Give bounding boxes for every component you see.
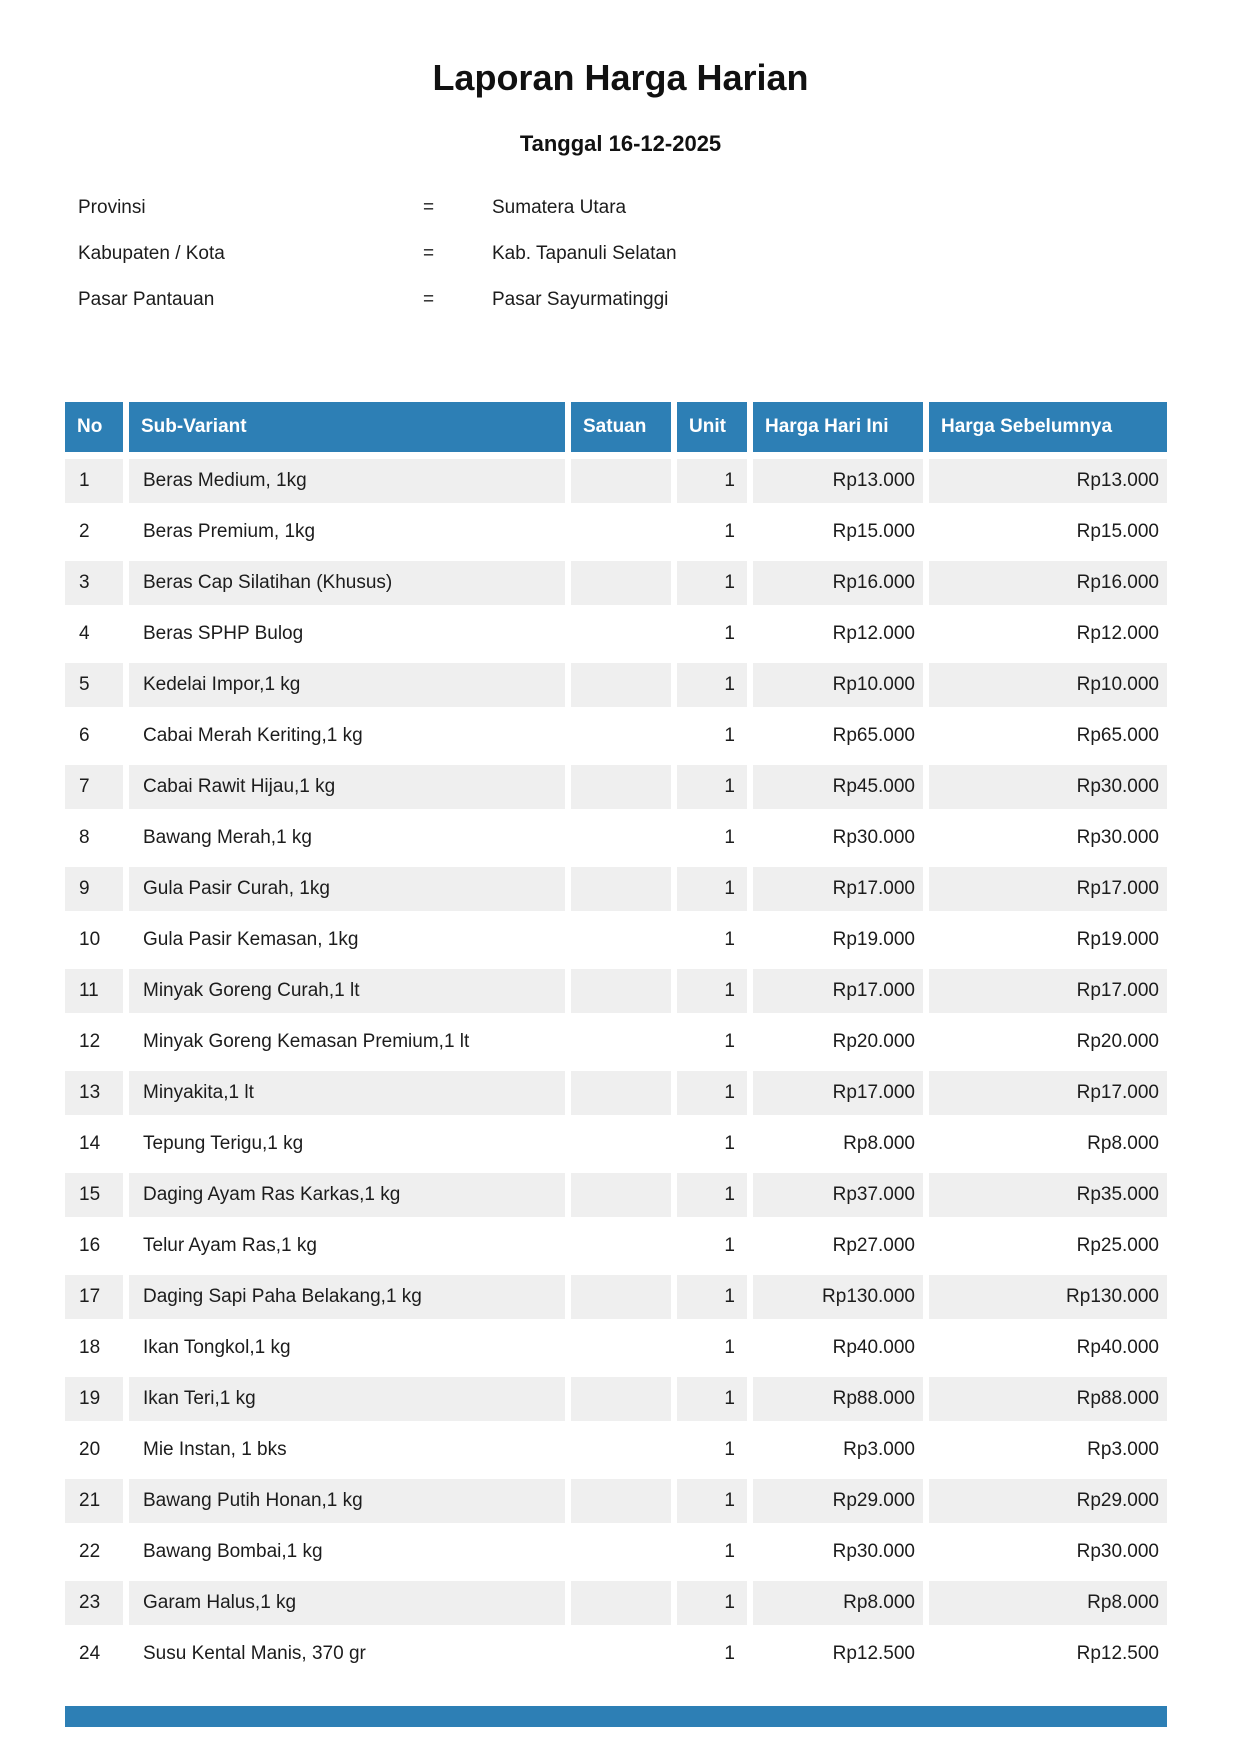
cell-sub-variant: Cabai Merah Keriting,1 kg bbox=[143, 725, 363, 746]
cell-satuan bbox=[571, 1122, 671, 1166]
table-row bbox=[65, 816, 1167, 860]
info-value: Kab. Tapanuli Selatan bbox=[492, 243, 677, 264]
cell-harga-hari-ini: Rp29.000 bbox=[753, 1479, 923, 1523]
cell-satuan bbox=[571, 1071, 671, 1115]
cell-satuan bbox=[571, 1581, 671, 1625]
cell-satuan bbox=[571, 1479, 671, 1523]
cell-sub-variant: Beras Medium, 1kg bbox=[129, 459, 565, 503]
table-row bbox=[65, 1020, 1167, 1064]
cell-satuan bbox=[571, 765, 671, 809]
cell-harga-sebelumnya: Rp19.000 bbox=[1076, 929, 1159, 950]
table-body bbox=[65, 459, 1167, 1676]
report-info-block bbox=[0, 185, 1241, 323]
cell-harga-hari-ini: Rp15.000 bbox=[832, 521, 915, 542]
cell-unit: 1 bbox=[724, 725, 735, 746]
cell-satuan bbox=[571, 918, 671, 962]
cell-sub-variant: Minyakita,1 lt bbox=[129, 1071, 565, 1115]
cell-harga-hari-ini: Rp27.000 bbox=[832, 1235, 915, 1256]
cell-harga-hari-ini: Rp17.000 bbox=[753, 969, 923, 1013]
cell-harga-hari-ini: Rp19.000 bbox=[832, 929, 915, 950]
cell-satuan bbox=[571, 612, 671, 656]
cell-no: 22 bbox=[79, 1541, 101, 1562]
cell-sub-variant: Beras Cap Silatihan (Khusus) bbox=[129, 561, 565, 605]
cell-satuan bbox=[571, 1224, 671, 1268]
price-table bbox=[65, 402, 1167, 1676]
cell-sub-variant: Minyak Goreng Kemasan Premium,1 lt bbox=[143, 1031, 470, 1052]
cell-sub-variant: Telur Ayam Ras,1 kg bbox=[143, 1235, 317, 1256]
cell-sub-variant: Ikan Teri,1 kg bbox=[129, 1377, 565, 1421]
table-row bbox=[65, 714, 1167, 758]
page-title: Laporan Harga Harian bbox=[432, 57, 809, 98]
cell-unit: 1 bbox=[724, 1031, 735, 1052]
report-date: Tanggal 16-12-2025 bbox=[519, 131, 722, 156]
cell-harga-sebelumnya: Rp29.000 bbox=[929, 1479, 1167, 1523]
cell-harga-hari-ini: Rp13.000 bbox=[753, 459, 923, 503]
cell-unit: 1 bbox=[724, 1235, 735, 1256]
table-row bbox=[65, 1122, 1167, 1166]
cell-no: 13 bbox=[65, 1071, 123, 1115]
table-row bbox=[65, 918, 1167, 962]
cell-unit: 1 bbox=[724, 1541, 735, 1562]
next-page-table-header-partial bbox=[65, 1706, 1167, 1727]
cell-sub-variant: Susu Kental Manis, 370 gr bbox=[143, 1643, 366, 1664]
cell-unit: 1 bbox=[677, 867, 747, 911]
cell-no: 6 bbox=[79, 725, 90, 746]
cell-no: 4 bbox=[79, 623, 90, 644]
cell-sub-variant: Daging Sapi Paha Belakang,1 kg bbox=[129, 1275, 565, 1319]
cell-harga-sebelumnya: Rp130.000 bbox=[929, 1275, 1167, 1319]
table-row bbox=[65, 1326, 1167, 1370]
cell-sub-variant: Daging Ayam Ras Karkas,1 kg bbox=[129, 1173, 565, 1217]
cell-harga-hari-ini: Rp45.000 bbox=[753, 765, 923, 809]
cell-harga-sebelumnya: Rp8.000 bbox=[929, 1581, 1167, 1625]
cell-harga-sebelumnya: Rp17.000 bbox=[929, 969, 1167, 1013]
cell-unit: 1 bbox=[724, 827, 735, 848]
table-row bbox=[65, 1479, 1167, 1523]
cell-harga-sebelumnya: Rp30.000 bbox=[1076, 827, 1159, 848]
table-row bbox=[65, 1428, 1167, 1472]
table-row bbox=[65, 1377, 1167, 1421]
table-row bbox=[65, 561, 1167, 605]
cell-satuan bbox=[571, 1326, 671, 1370]
cell-unit: 1 bbox=[677, 1275, 747, 1319]
cell-no: 7 bbox=[65, 765, 123, 809]
cell-sub-variant: Gula Pasir Curah, 1kg bbox=[129, 867, 565, 911]
cell-no: 11 bbox=[65, 969, 123, 1013]
cell-harga-hari-ini: Rp130.000 bbox=[753, 1275, 923, 1319]
table-row bbox=[65, 1275, 1167, 1319]
cell-satuan bbox=[571, 561, 671, 605]
cell-harga-hari-ini: Rp12.500 bbox=[832, 1643, 915, 1664]
cell-harga-sebelumnya: Rp12.500 bbox=[1076, 1643, 1159, 1664]
cell-harga-sebelumnya: Rp30.000 bbox=[1076, 1541, 1159, 1562]
cell-harga-hari-ini: Rp3.000 bbox=[843, 1439, 915, 1460]
cell-unit: 1 bbox=[724, 1337, 735, 1358]
cell-no: 12 bbox=[79, 1031, 101, 1052]
cell-harga-sebelumnya: Rp25.000 bbox=[1076, 1235, 1159, 1256]
table-row bbox=[65, 1530, 1167, 1574]
cell-harga-sebelumnya: Rp12.000 bbox=[1076, 623, 1159, 644]
cell-satuan bbox=[571, 1377, 671, 1421]
info-label: Provinsi bbox=[78, 197, 146, 218]
cell-no: 8 bbox=[79, 827, 90, 848]
cell-unit: 1 bbox=[677, 561, 747, 605]
cell-harga-hari-ini: Rp30.000 bbox=[832, 1541, 915, 1562]
cell-no: 1 bbox=[65, 459, 123, 503]
cell-no: 15 bbox=[65, 1173, 123, 1217]
cell-harga-hari-ini: Rp10.000 bbox=[753, 663, 923, 707]
cell-harga-hari-ini: Rp8.000 bbox=[843, 1133, 915, 1154]
cell-sub-variant: Bawang Merah,1 kg bbox=[143, 827, 312, 848]
cell-no: 21 bbox=[65, 1479, 123, 1523]
table-row bbox=[65, 612, 1167, 656]
cell-harga-sebelumnya: Rp13.000 bbox=[929, 459, 1167, 503]
cell-satuan bbox=[571, 1020, 671, 1064]
cell-no: 23 bbox=[65, 1581, 123, 1625]
cell-harga-hari-ini: Rp30.000 bbox=[832, 827, 915, 848]
cell-unit: 1 bbox=[677, 1173, 747, 1217]
cell-satuan bbox=[571, 714, 671, 758]
column-header-sub-variant: Sub-Variant bbox=[129, 402, 565, 452]
table-header-row bbox=[65, 402, 1167, 452]
cell-sub-variant: Garam Halus,1 kg bbox=[129, 1581, 565, 1625]
cell-unit: 1 bbox=[677, 1071, 747, 1115]
cell-no: 14 bbox=[79, 1133, 101, 1154]
cell-harga-hari-ini: Rp40.000 bbox=[832, 1337, 915, 1358]
cell-sub-variant: Gula Pasir Kemasan, 1kg bbox=[143, 929, 359, 950]
cell-sub-variant: Bawang Bombai,1 kg bbox=[143, 1541, 323, 1562]
cell-harga-sebelumnya: Rp17.000 bbox=[929, 867, 1167, 911]
cell-unit: 1 bbox=[724, 521, 735, 542]
column-header-satuan: Satuan bbox=[571, 402, 671, 452]
cell-harga-hari-ini: Rp16.000 bbox=[753, 561, 923, 605]
info-row-kabupaten bbox=[0, 231, 1241, 277]
cell-harga-hari-ini: Rp12.000 bbox=[832, 623, 915, 644]
info-row-provinsi bbox=[0, 185, 1241, 231]
cell-satuan bbox=[571, 1173, 671, 1217]
cell-satuan bbox=[571, 663, 671, 707]
cell-unit: 1 bbox=[677, 1479, 747, 1523]
equals-sign: = bbox=[423, 243, 435, 264]
table-row bbox=[65, 969, 1167, 1013]
cell-harga-sebelumnya: Rp88.000 bbox=[929, 1377, 1167, 1421]
cell-unit: 1 bbox=[724, 1643, 735, 1664]
cell-harga-hari-ini: Rp37.000 bbox=[753, 1173, 923, 1217]
cell-unit: 1 bbox=[677, 1377, 747, 1421]
cell-satuan bbox=[571, 459, 671, 503]
column-header-unit: Unit bbox=[677, 402, 747, 452]
table-row bbox=[65, 765, 1167, 809]
cell-harga-sebelumnya: Rp16.000 bbox=[929, 561, 1167, 605]
cell-harga-hari-ini: Rp88.000 bbox=[753, 1377, 923, 1421]
cell-harga-sebelumnya: Rp8.000 bbox=[1087, 1133, 1159, 1154]
cell-unit: 1 bbox=[677, 765, 747, 809]
cell-harga-hari-ini: Rp17.000 bbox=[753, 1071, 923, 1115]
column-header-no: No bbox=[65, 402, 123, 452]
cell-unit: 1 bbox=[677, 459, 747, 503]
cell-no: 16 bbox=[79, 1235, 101, 1256]
column-header-harga-sebelumnya: Harga Sebelumnya bbox=[929, 402, 1167, 452]
cell-no: 3 bbox=[65, 561, 123, 605]
cell-sub-variant: Mie Instan, 1 bks bbox=[143, 1439, 287, 1460]
cell-sub-variant: Ikan Tongkol,1 kg bbox=[143, 1337, 291, 1358]
table-row bbox=[65, 459, 1167, 503]
info-label: Kabupaten / Kota bbox=[78, 243, 225, 264]
cell-sub-variant: Beras SPHP Bulog bbox=[143, 623, 304, 644]
cell-satuan bbox=[571, 1275, 671, 1319]
cell-harga-sebelumnya: Rp35.000 bbox=[929, 1173, 1167, 1217]
table-row bbox=[65, 1071, 1167, 1115]
cell-unit: 1 bbox=[724, 1133, 735, 1154]
cell-sub-variant: Kedelai Impor,1 kg bbox=[129, 663, 565, 707]
cell-no: 17 bbox=[65, 1275, 123, 1319]
cell-harga-hari-ini: Rp65.000 bbox=[832, 725, 915, 746]
equals-sign: = bbox=[423, 197, 435, 218]
cell-unit: 1 bbox=[724, 623, 735, 644]
cell-satuan bbox=[571, 969, 671, 1013]
column-header-harga-hari-ini: Harga Hari Ini bbox=[753, 402, 923, 452]
cell-unit: 1 bbox=[677, 663, 747, 707]
cell-harga-hari-ini: Rp8.000 bbox=[753, 1581, 923, 1625]
cell-no: 2 bbox=[79, 521, 90, 542]
cell-satuan bbox=[571, 867, 671, 911]
table-row bbox=[65, 1173, 1167, 1217]
info-row-pasar bbox=[0, 277, 1241, 323]
cell-satuan bbox=[571, 510, 671, 554]
cell-harga-sebelumnya: Rp3.000 bbox=[1087, 1439, 1159, 1460]
cell-harga-sebelumnya: Rp40.000 bbox=[1076, 1337, 1159, 1358]
cell-unit: 1 bbox=[677, 969, 747, 1013]
cell-no: 19 bbox=[65, 1377, 123, 1421]
cell-harga-sebelumnya: Rp10.000 bbox=[929, 663, 1167, 707]
cell-no: 18 bbox=[79, 1337, 101, 1358]
cell-sub-variant: Cabai Rawit Hijau,1 kg bbox=[129, 765, 565, 809]
cell-sub-variant: Tepung Terigu,1 kg bbox=[143, 1133, 304, 1154]
cell-satuan bbox=[571, 1530, 671, 1574]
info-value: Sumatera Utara bbox=[492, 197, 627, 218]
cell-harga-sebelumnya: Rp15.000 bbox=[1076, 521, 1159, 542]
cell-no: 9 bbox=[65, 867, 123, 911]
cell-harga-hari-ini: Rp17.000 bbox=[753, 867, 923, 911]
cell-unit: 1 bbox=[677, 1581, 747, 1625]
table-row bbox=[65, 867, 1167, 911]
cell-harga-sebelumnya: Rp17.000 bbox=[929, 1071, 1167, 1115]
table-row bbox=[65, 510, 1167, 554]
table-row bbox=[65, 1581, 1167, 1625]
cell-harga-sebelumnya: Rp20.000 bbox=[1076, 1031, 1159, 1052]
cell-no: 5 bbox=[65, 663, 123, 707]
table-row bbox=[65, 1632, 1167, 1676]
equals-sign: = bbox=[423, 289, 435, 310]
table-row bbox=[65, 1224, 1167, 1268]
table-row bbox=[65, 663, 1167, 707]
cell-no: 20 bbox=[79, 1439, 101, 1460]
cell-harga-sebelumnya: Rp65.000 bbox=[1076, 725, 1159, 746]
cell-satuan bbox=[571, 1632, 671, 1676]
cell-no: 10 bbox=[79, 929, 101, 950]
cell-harga-hari-ini: Rp20.000 bbox=[832, 1031, 915, 1052]
cell-unit: 1 bbox=[724, 929, 735, 950]
cell-satuan bbox=[571, 1428, 671, 1472]
cell-harga-sebelumnya: Rp30.000 bbox=[929, 765, 1167, 809]
cell-satuan bbox=[571, 816, 671, 860]
cell-sub-variant: Minyak Goreng Curah,1 lt bbox=[129, 969, 565, 1013]
cell-unit: 1 bbox=[724, 1439, 735, 1460]
cell-sub-variant: Beras Premium, 1kg bbox=[143, 521, 316, 542]
cell-no: 24 bbox=[79, 1643, 101, 1664]
cell-sub-variant: Bawang Putih Honan,1 kg bbox=[129, 1479, 565, 1523]
info-label: Pasar Pantauan bbox=[78, 289, 215, 310]
info-value: Pasar Sayurmatinggi bbox=[492, 289, 669, 310]
